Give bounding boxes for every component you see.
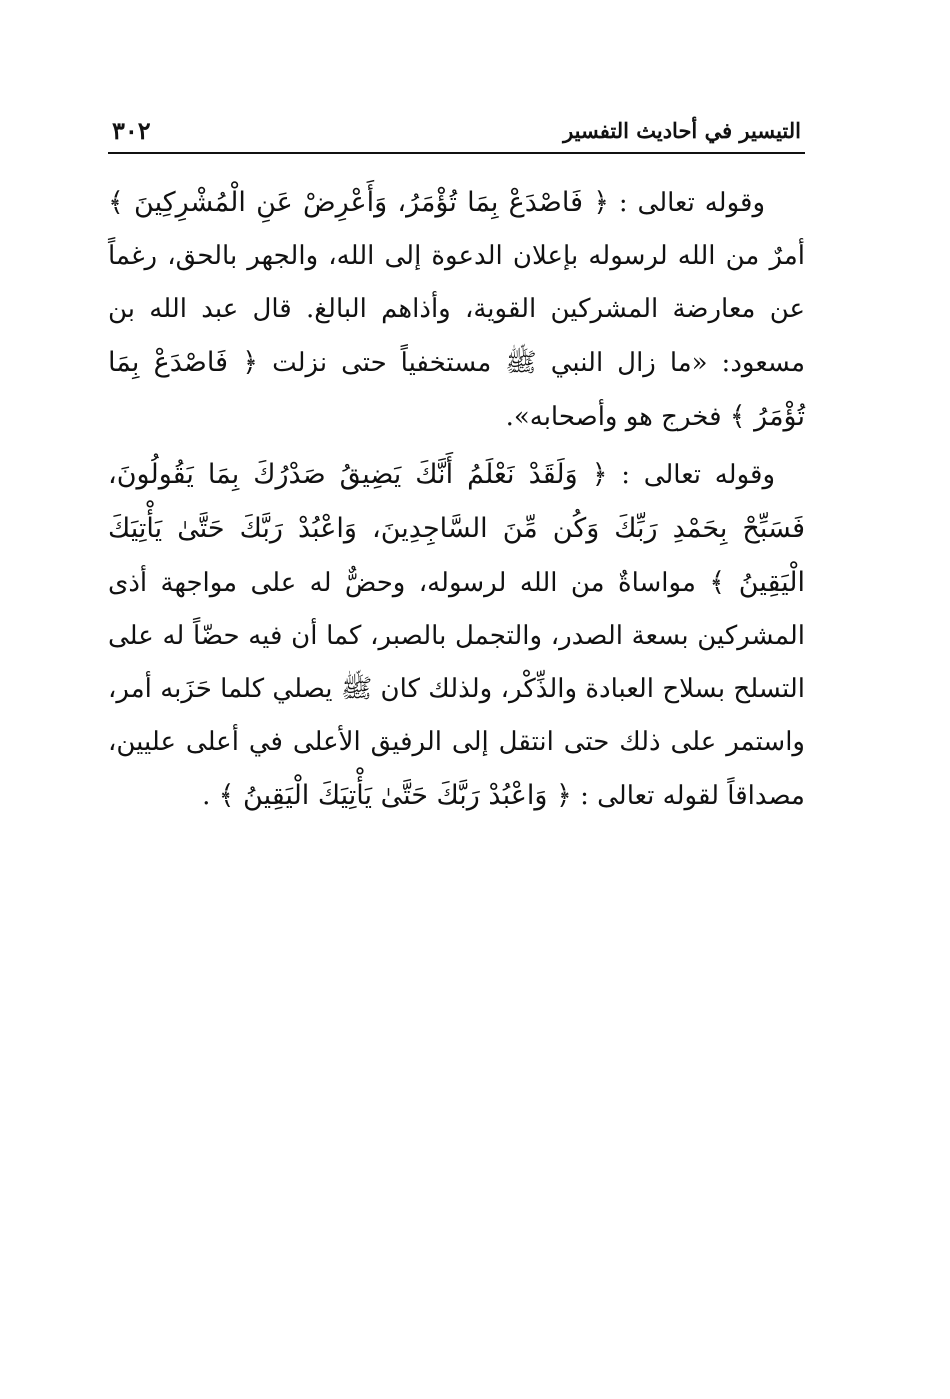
paragraph-2-text: مواساةٌ من الله لرسوله، وحضٌّ له على مواجهة أذى المشركين بسعة الصدر، والتجمل بالصبر، كما أن فيه حضّاً له على التسلح بسلاح العبادة والذِّكْر، ولذلك كان ﷺ يصلي كلما حَزَبه أمر، واستمر على ذلك حتى انتقل إلى الرفيق الأعلى في أعلى عليين، مصداقاً لقوله تعالى : <box>108 568 805 811</box>
paragraph-2-lead: وقوله تعالى : <box>607 460 776 490</box>
paragraph-1-text: أمرٌ من الله لرسوله بإعلان الدعوة إلى الله، والجهر بالحق، رغماً عن معارضة المشركين القوية، وأذاهم البالغ. قال عبد الله بن مسعود: «ما زال النبي ﷺ مستخفياً حتى نزلت <box>108 241 805 378</box>
paragraph-1-verse-quote: ﴿ فَاصْدَعْ بِمَا تُؤْمَرُ ﴾ <box>108 347 805 432</box>
paragraph-1-tail: فخرج هو وأصحابه». <box>505 402 722 432</box>
page-number: ٣٠٢ <box>112 116 151 145</box>
running-title: التيسير في أحاديث التفسير <box>563 118 801 143</box>
paragraph-2-verse-quote: ﴿ وَاعْبُدْ رَبَّكَ حَتَّىٰ يَأْتِيَكَ الْيَقِينُ ﴾ <box>218 780 572 811</box>
paragraph-1-verse: ﴿ فَاصْدَعْ بِمَا تُؤْمَرُ، وَأَعْرِضْ عَنِ الْمُشْرِكِينَ ﴾ <box>108 187 610 218</box>
page-body <box>108 176 805 827</box>
paragraph-2-tail: . <box>202 781 211 811</box>
paragraph-1 <box>108 176 805 444</box>
page-header <box>108 112 805 154</box>
paragraph-1-lead: وقوله تعالى : <box>609 188 765 218</box>
paragraph-2-verse: ﴿ وَلَقَدْ نَعْلَمُ أَنَّكَ يَضِيقُ صَدْرُكَ بِمَا يَقُولُونَ، فَسَبِّحْ بِحَمْدِ رَبِّكَ وَكُن مِّنَ السَّاجِدِينَ، وَاعْبُدْ رَبَّكَ حَتَّىٰ يَأْتِيَكَ الْيَقِينُ ﴾ <box>108 459 806 598</box>
paragraph-2 <box>108 448 805 823</box>
